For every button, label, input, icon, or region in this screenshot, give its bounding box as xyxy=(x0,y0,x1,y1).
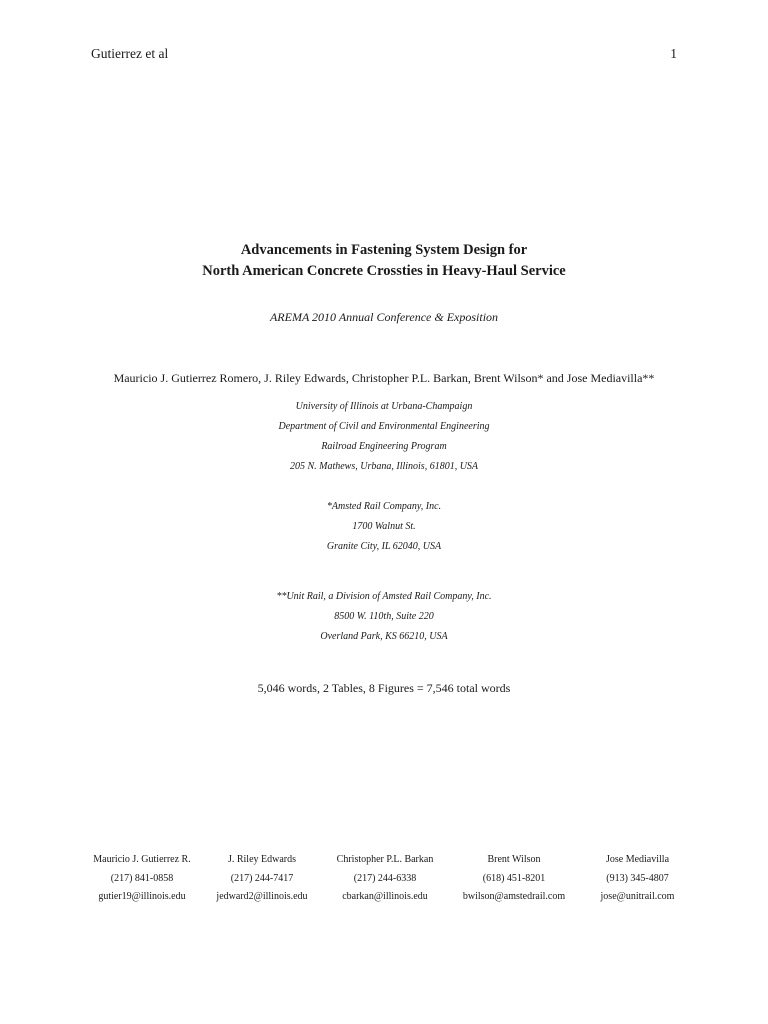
affiliation-uiuc xyxy=(0,397,768,477)
contact-phone: (913) 345-4807 xyxy=(606,872,669,884)
contact-name: J. Riley Edwards xyxy=(227,854,297,865)
contact-card xyxy=(578,851,697,907)
contact-name: Christopher P.L. Barkan xyxy=(336,854,434,865)
contact-card xyxy=(80,851,204,907)
running-head: Gutierrez et al xyxy=(91,46,169,61)
contact-email: bwilson@amstedrail.com xyxy=(462,891,566,902)
affiliation-line: **Unit Rail, a Division of Amsted Rail Company, Inc. xyxy=(276,591,492,602)
author-contacts xyxy=(80,851,697,907)
contact-card xyxy=(204,851,320,907)
title-line-1: Advancements in Fastening System Design for xyxy=(240,242,528,258)
affiliation-line: Granite City, IL 62040, USA xyxy=(326,541,442,552)
contact-name: Jose Mediavilla xyxy=(605,854,670,865)
contact-card xyxy=(450,851,578,907)
contact-phone: (217) 841-0858 xyxy=(110,872,174,884)
affiliation-line: Overland Park, KS 66210, USA xyxy=(320,631,448,642)
paper-title xyxy=(0,240,768,282)
contact-email: cbarkan@illinois.edu xyxy=(342,891,428,902)
contact-phone: (217) 244-7417 xyxy=(230,872,294,884)
contact-email: jedward2@illinois.edu xyxy=(216,891,308,902)
affiliation-unit-rail xyxy=(0,587,768,647)
affiliation-line: University of Illinois at Urbana-Champaign xyxy=(295,401,473,412)
author-list: Mauricio J. Gutierrez Romero, J. Riley Edwards, Christopher P.L. Barkan, Brent Wilson* and Jose Mediavilla** xyxy=(113,371,655,385)
page-number: 1 xyxy=(670,46,677,61)
contact-email: gutier19@illinois.edu xyxy=(98,891,186,902)
affiliation-line: 8500 W. 110th, Suite 220 xyxy=(334,611,434,622)
contact-name: Mauricio J. Gutierrez R. xyxy=(93,854,191,865)
affiliation-line: *Amsted Rail Company, Inc. xyxy=(326,501,442,512)
contact-email: jose@unitrail.com xyxy=(600,891,675,902)
affiliation-line: 205 N. Mathews, Urbana, Illinois, 61801, USA xyxy=(289,461,479,472)
affiliation-line: 1700 Walnut St. xyxy=(352,521,416,532)
word-count: 5,046 words, 2 Tables, 8 Figures = 7,546 total words xyxy=(257,681,511,695)
contact-card xyxy=(320,851,450,907)
contact-phone: (618) 451-8201 xyxy=(482,872,546,884)
contact-name: Brent Wilson xyxy=(487,854,541,865)
contact-phone: (217) 244-6338 xyxy=(353,872,417,884)
affiliation-line: Railroad Engineering Program xyxy=(321,441,447,452)
title-line-2: North American Concrete Crossties in Heavy-Haul Service xyxy=(202,263,566,279)
affiliation-amsted xyxy=(0,497,768,557)
conference-name: AREMA 2010 Annual Conference & Exposition xyxy=(269,310,499,324)
affiliation-line: Department of Civil and Environmental Engineering xyxy=(278,421,490,432)
